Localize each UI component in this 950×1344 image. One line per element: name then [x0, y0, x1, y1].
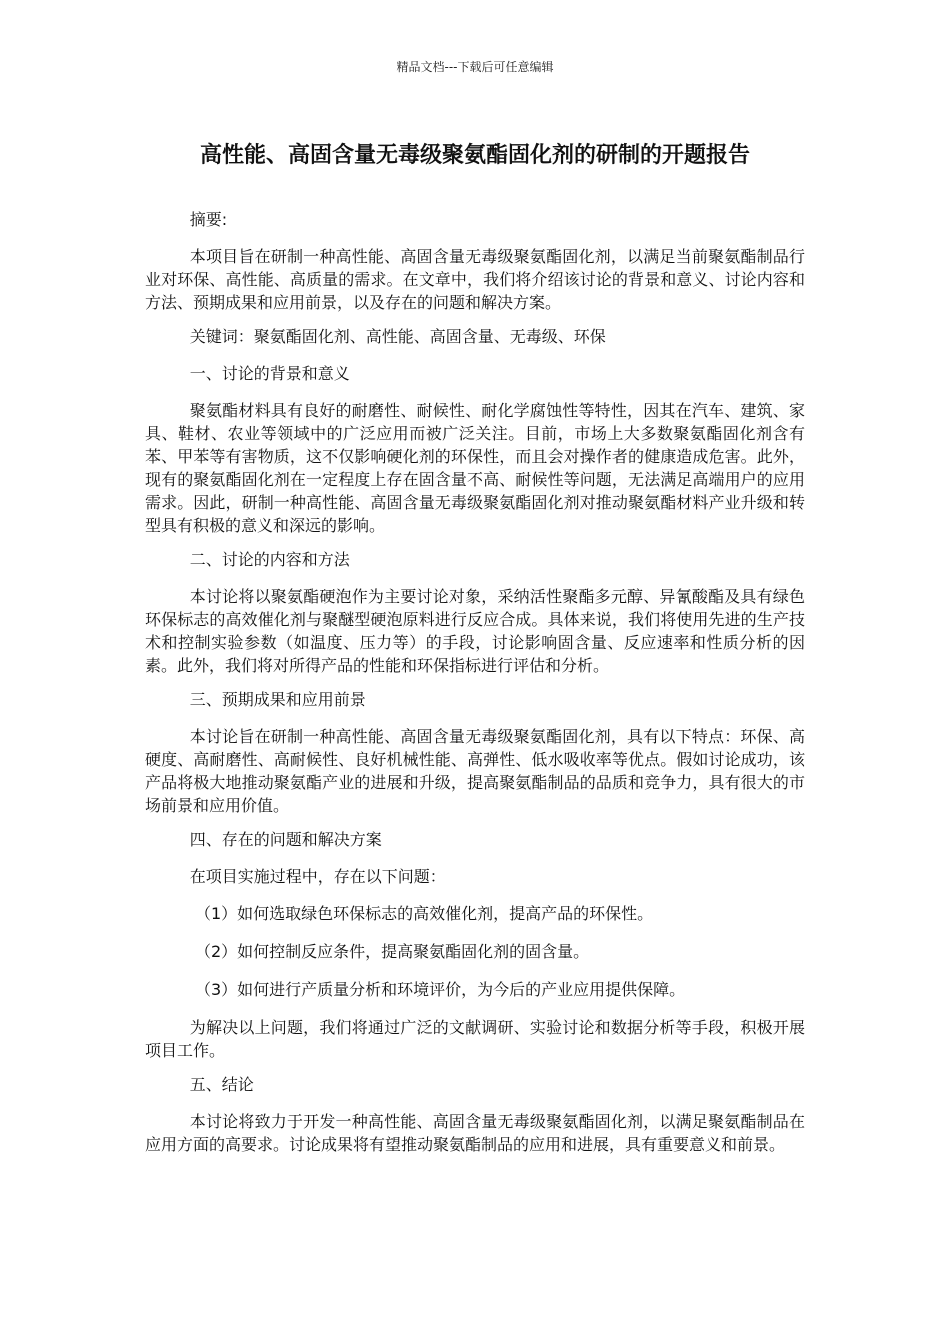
abstract-label: 摘要:	[189, 210, 228, 229]
section-heading-expected-results: 三、预期成果和应用前景	[189, 690, 366, 709]
problems-intro: 在项目实施过程中，存在以下问题：	[189, 867, 446, 886]
section-heading-conclusion: 五、结论	[189, 1075, 254, 1094]
section-paragraph-expected-results: 本讨论旨在研制一种高性能、高固含量无毒级聚氨酯固化剂，具有以下特点：环保、高硬度、高耐磨性、高耐候性、良好机械性能、高弹性、低水吸收率等优点。假如讨论成功，该产品将极大地推动聚氨酯产业的进展和升级，提高聚氨酯制品的品质和竞争力，具有很大的市场前景和应用价值。	[145, 727, 805, 815]
section-heading-problems: 四、存在的问题和解决方案	[189, 830, 382, 849]
section-paragraph-conclusion: 本讨论将致力于开发一种高性能、高固含量无毒级聚氨酯固化剂，以满足聚氨酯制品在应用方面的高要求。讨论成果将有望推动聚氨酯制品的应用和进展，具有重要意义和前景。	[145, 1112, 805, 1154]
problem-list-item: （2）如何控制反应条件，提高聚氨酯固化剂的固含量。	[195, 942, 590, 961]
solution-paragraph: 为解决以上问题，我们将通过广泛的文献调研、实验讨论和数据分析等手段，积极开展项目工作。	[145, 1018, 805, 1060]
page-header-watermark: 精品文档---下载后可任意编辑	[396, 60, 554, 74]
document-body	[145, 208, 805, 1167]
section-heading-background: 一、讨论的背景和意义	[189, 364, 350, 383]
problem-list-item: （3）如何进行产质量分析和环境评价，为今后的产业应用提供保障。	[195, 980, 686, 999]
document-title: 高性能、高固含量无毒级聚氨酯固化剂的研制的开题报告	[199, 143, 750, 168]
section-paragraph-background: 聚氨酯材料具有良好的耐磨性、耐候性、耐化学腐蚀性等特性，因其在汽车、建筑、家具、鞋材、农业等领域中的广泛应用而被广泛关注。目前，市场上大多数聚氨酯固化剂含有苯、甲苯等有害物质，这不仅影响硬化剂的环保性，而且会对操作者的健康造成危害。此外，现有的聚氨酯固化剂在一定程度上存在固含量不高、耐候性等问题，无法满足高端用户的应用需求。因此，研制一种高性能、高固含量无毒级聚氨酯固化剂对推动聚氨酯材料产业升级和转型具有积极的意义和深远的影响。	[145, 401, 805, 535]
abstract-paragraph: 本项目旨在研制一种高性能、高固含量无毒级聚氨酯固化剂，以满足当前聚氨酯制品行业对环保、高性能、高质量的需求。在文章中，我们将介绍该讨论的背景和意义、讨论内容和方法、预期成果和应用前景，以及存在的问题和解决方案。	[145, 247, 805, 312]
section-paragraph-content-methods: 本讨论将以聚氨酯硬泡作为主要讨论对象，采纳活性聚酯多元醇、异氰酸酯及具有绿色环保标志的高效催化剂与聚醚型硬泡原料进行反应合成。具体来说，我们将使用先进的生产技术和控制实验参数（如温度、压力等）的手段，讨论影响固含量、反应速率和性质分析的因素。此外，我们将对所得产品的性能和环保指标进行评估和分析。	[145, 587, 805, 675]
keywords-line: 关键词：聚氨酯固化剂、高性能、高固含量、无毒级、环保	[189, 327, 606, 346]
section-heading-content-methods: 二、讨论的内容和方法	[189, 550, 350, 569]
problem-list-item: （1）如何选取绿色环保标志的高效催化剂，提高产品的环保性。	[195, 904, 654, 923]
